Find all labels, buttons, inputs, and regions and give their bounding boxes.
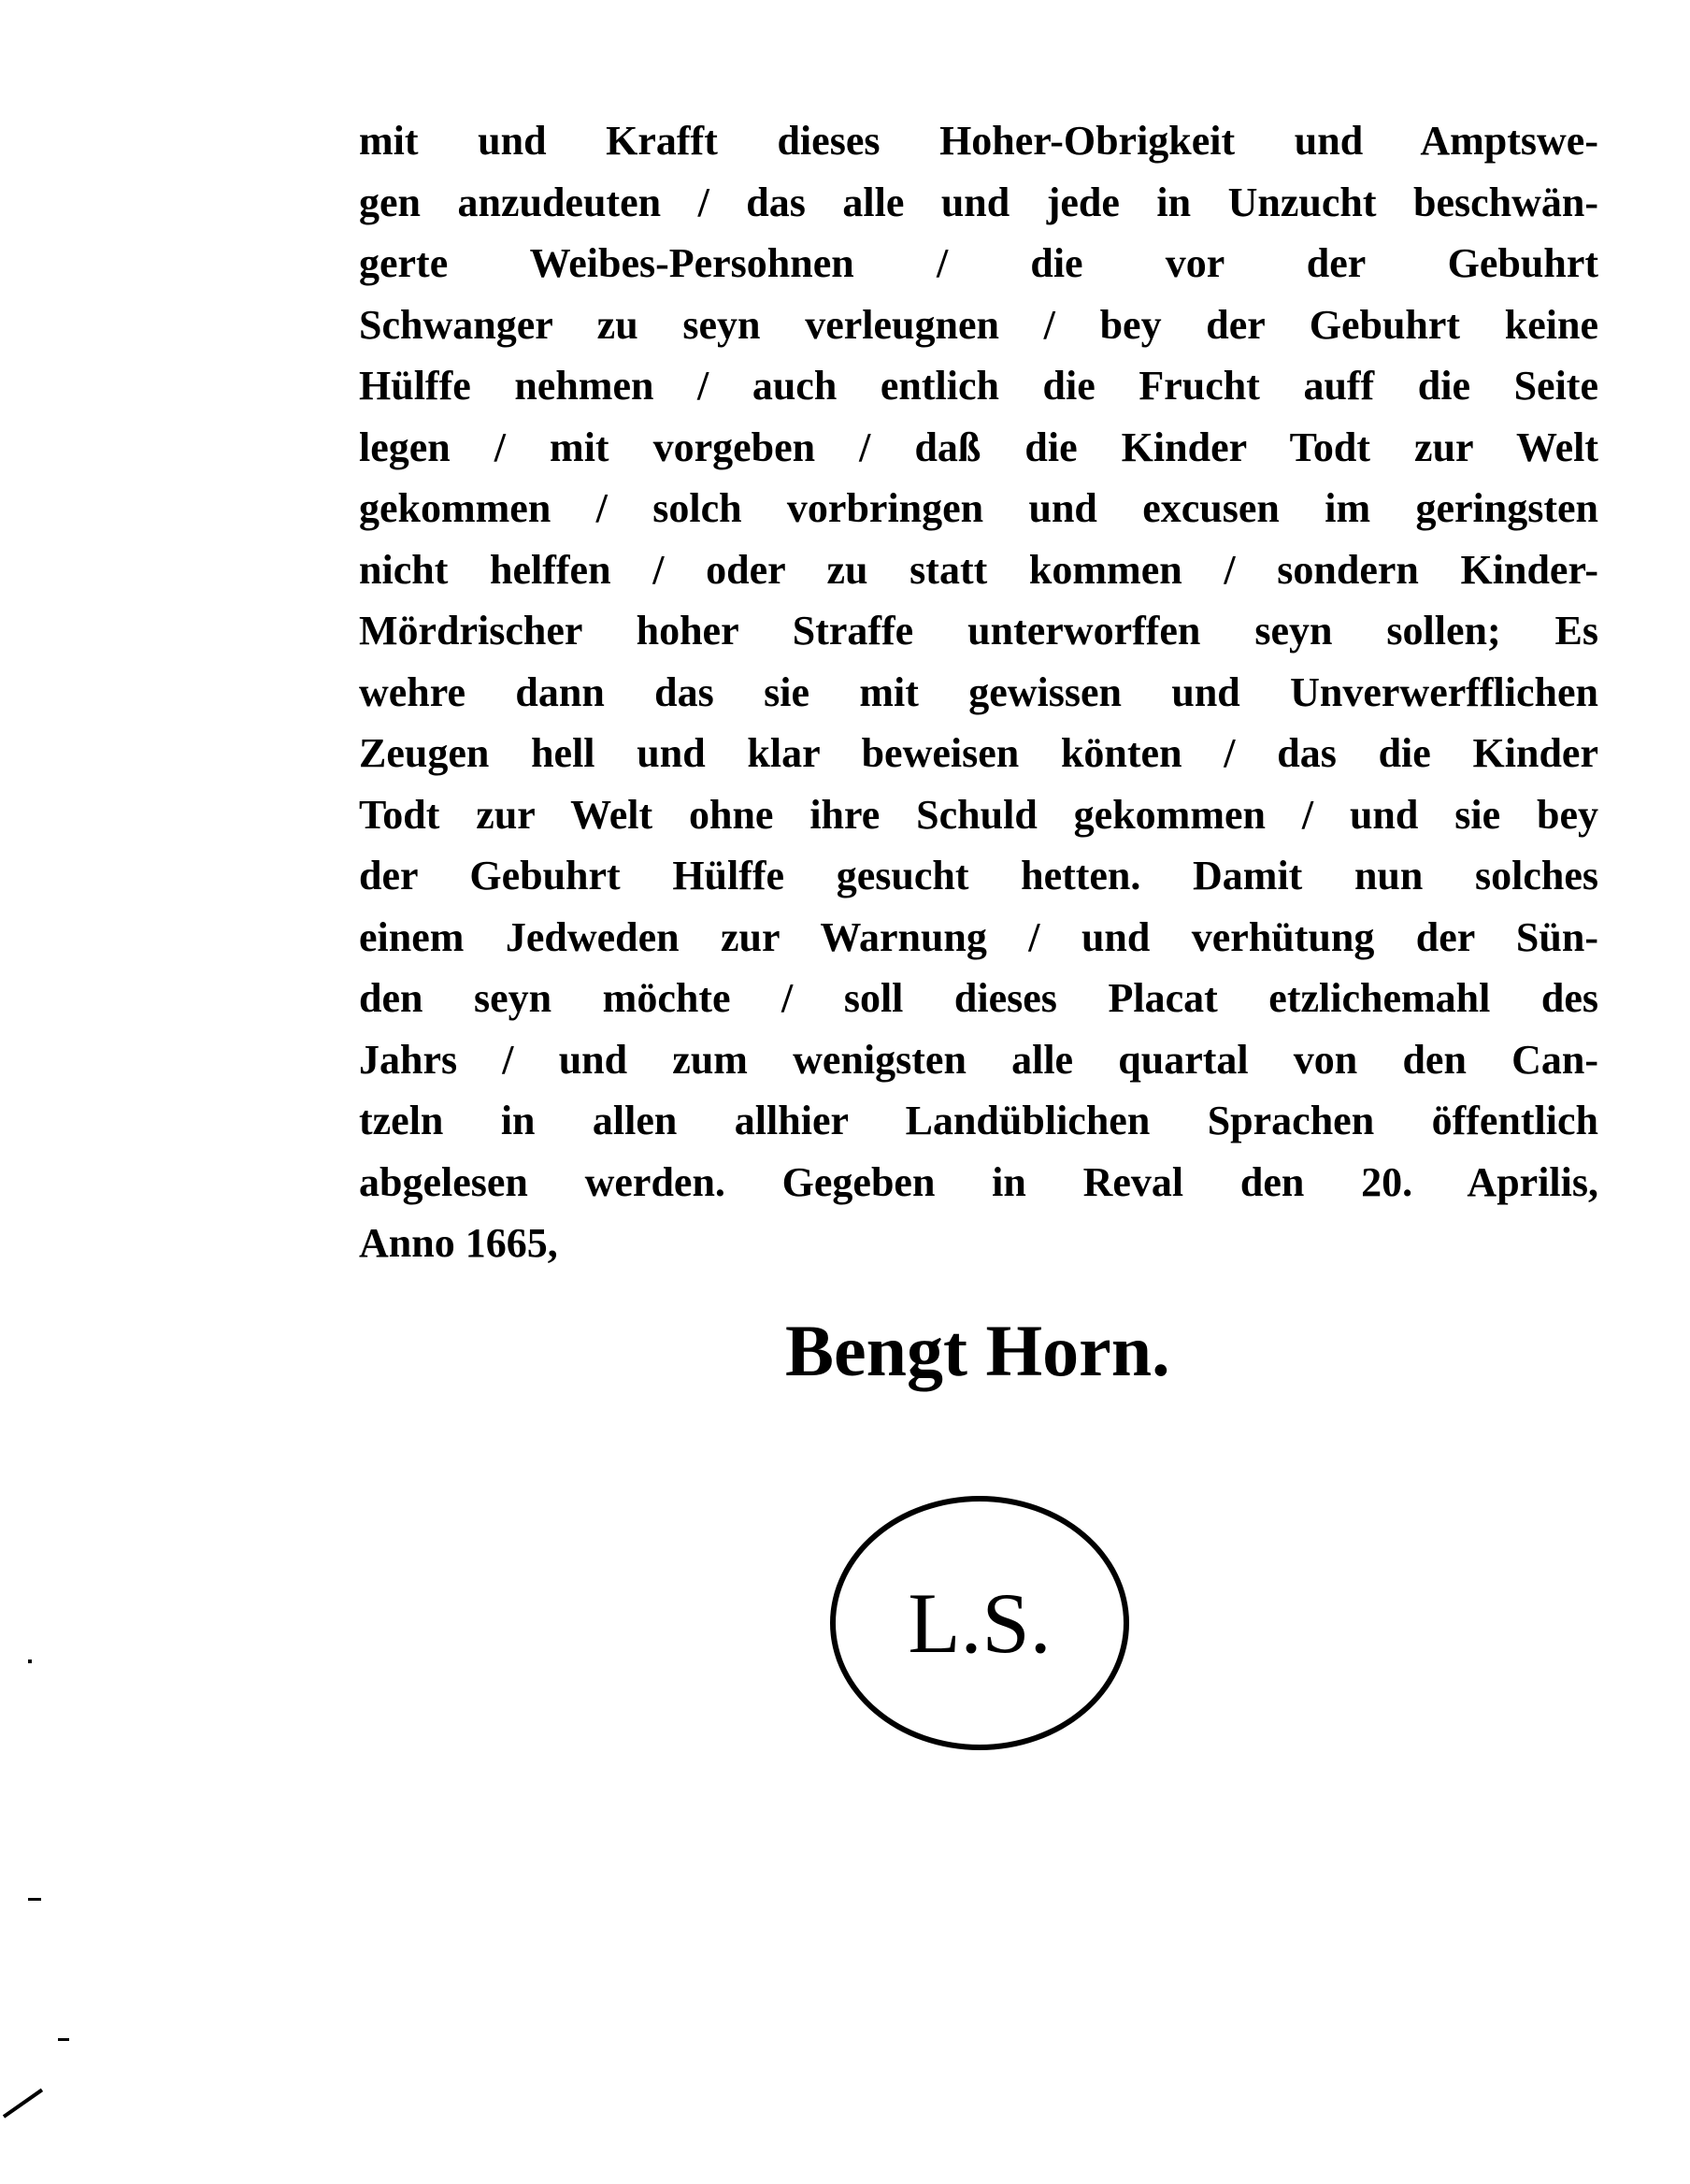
text-line: der Gebuhrt Hülffe gesucht hetten. Damit nun solches — [359, 853, 1598, 898]
text-line: wehre dann das sie mit gewissen und Unverwerfflichen — [359, 668, 1598, 715]
text-line: einem Jedweden zur Warnung / und verhütung der Sün- — [359, 913, 1598, 960]
text-line: Jahrs / und zum wenigsten alle quartal von den Can- — [359, 1036, 1598, 1083]
text-line: den seyn möchte / soll dieses Placat etzlichemahl des — [359, 975, 1598, 1021]
scan-speck — [58, 2038, 69, 2041]
text-line: gerte Weibes-Persohnen / die vor der Gebuhrt — [359, 240, 1598, 286]
text-line: gekommen / solch vorbringen und excusen im geringsten — [359, 485, 1598, 531]
text-line: abgelesen werden. Gegeben in Reval den 20. Aprilis, — [359, 1158, 1598, 1205]
text-line: nicht helffen / oder zu statt kommen / sondern Kinder- — [359, 546, 1598, 593]
document-body — [359, 110, 1598, 1274]
text-line: Zeugen hell und klar beweisen könten / das die Kinder — [359, 730, 1598, 776]
scan-speck — [28, 1660, 32, 1663]
signature: Bengt Horn. — [785, 1310, 1170, 1391]
seal-circle — [830, 1496, 1129, 1750]
text-line: mit und Krafft dieses Hoher-Obrigkeit und Amptswe- — [359, 118, 1598, 164]
text-line-date: Anno 1665, — [359, 1220, 558, 1266]
text-line: gen anzudeuten / das alle und jede in Unzucht beschwän- — [359, 179, 1598, 225]
text-line: Schwanger zu seyn verleugnen / bey der Gebuhrt keine — [359, 301, 1598, 348]
seal-label: L.S. — [908, 1575, 1052, 1671]
scan-speck — [28, 1898, 41, 1901]
text-line: tzeln in allen allhier Landüblichen Sprachen öffentlich — [359, 1098, 1598, 1143]
text-line: legen / mit vorgeben / daß die Kinder Todt zur Welt — [359, 424, 1598, 470]
text-line: Todt zur Welt ohne ihre Schuld gekommen / und sie bey — [359, 791, 1598, 838]
scan-speck — [3, 2089, 43, 2119]
text-line: Hülffe nehmen / auch entlich die Frucht auff die Seite — [359, 363, 1598, 409]
text-line: Mördrischer hoher Straffe unterworffen seyn sollen; Es — [359, 608, 1598, 654]
